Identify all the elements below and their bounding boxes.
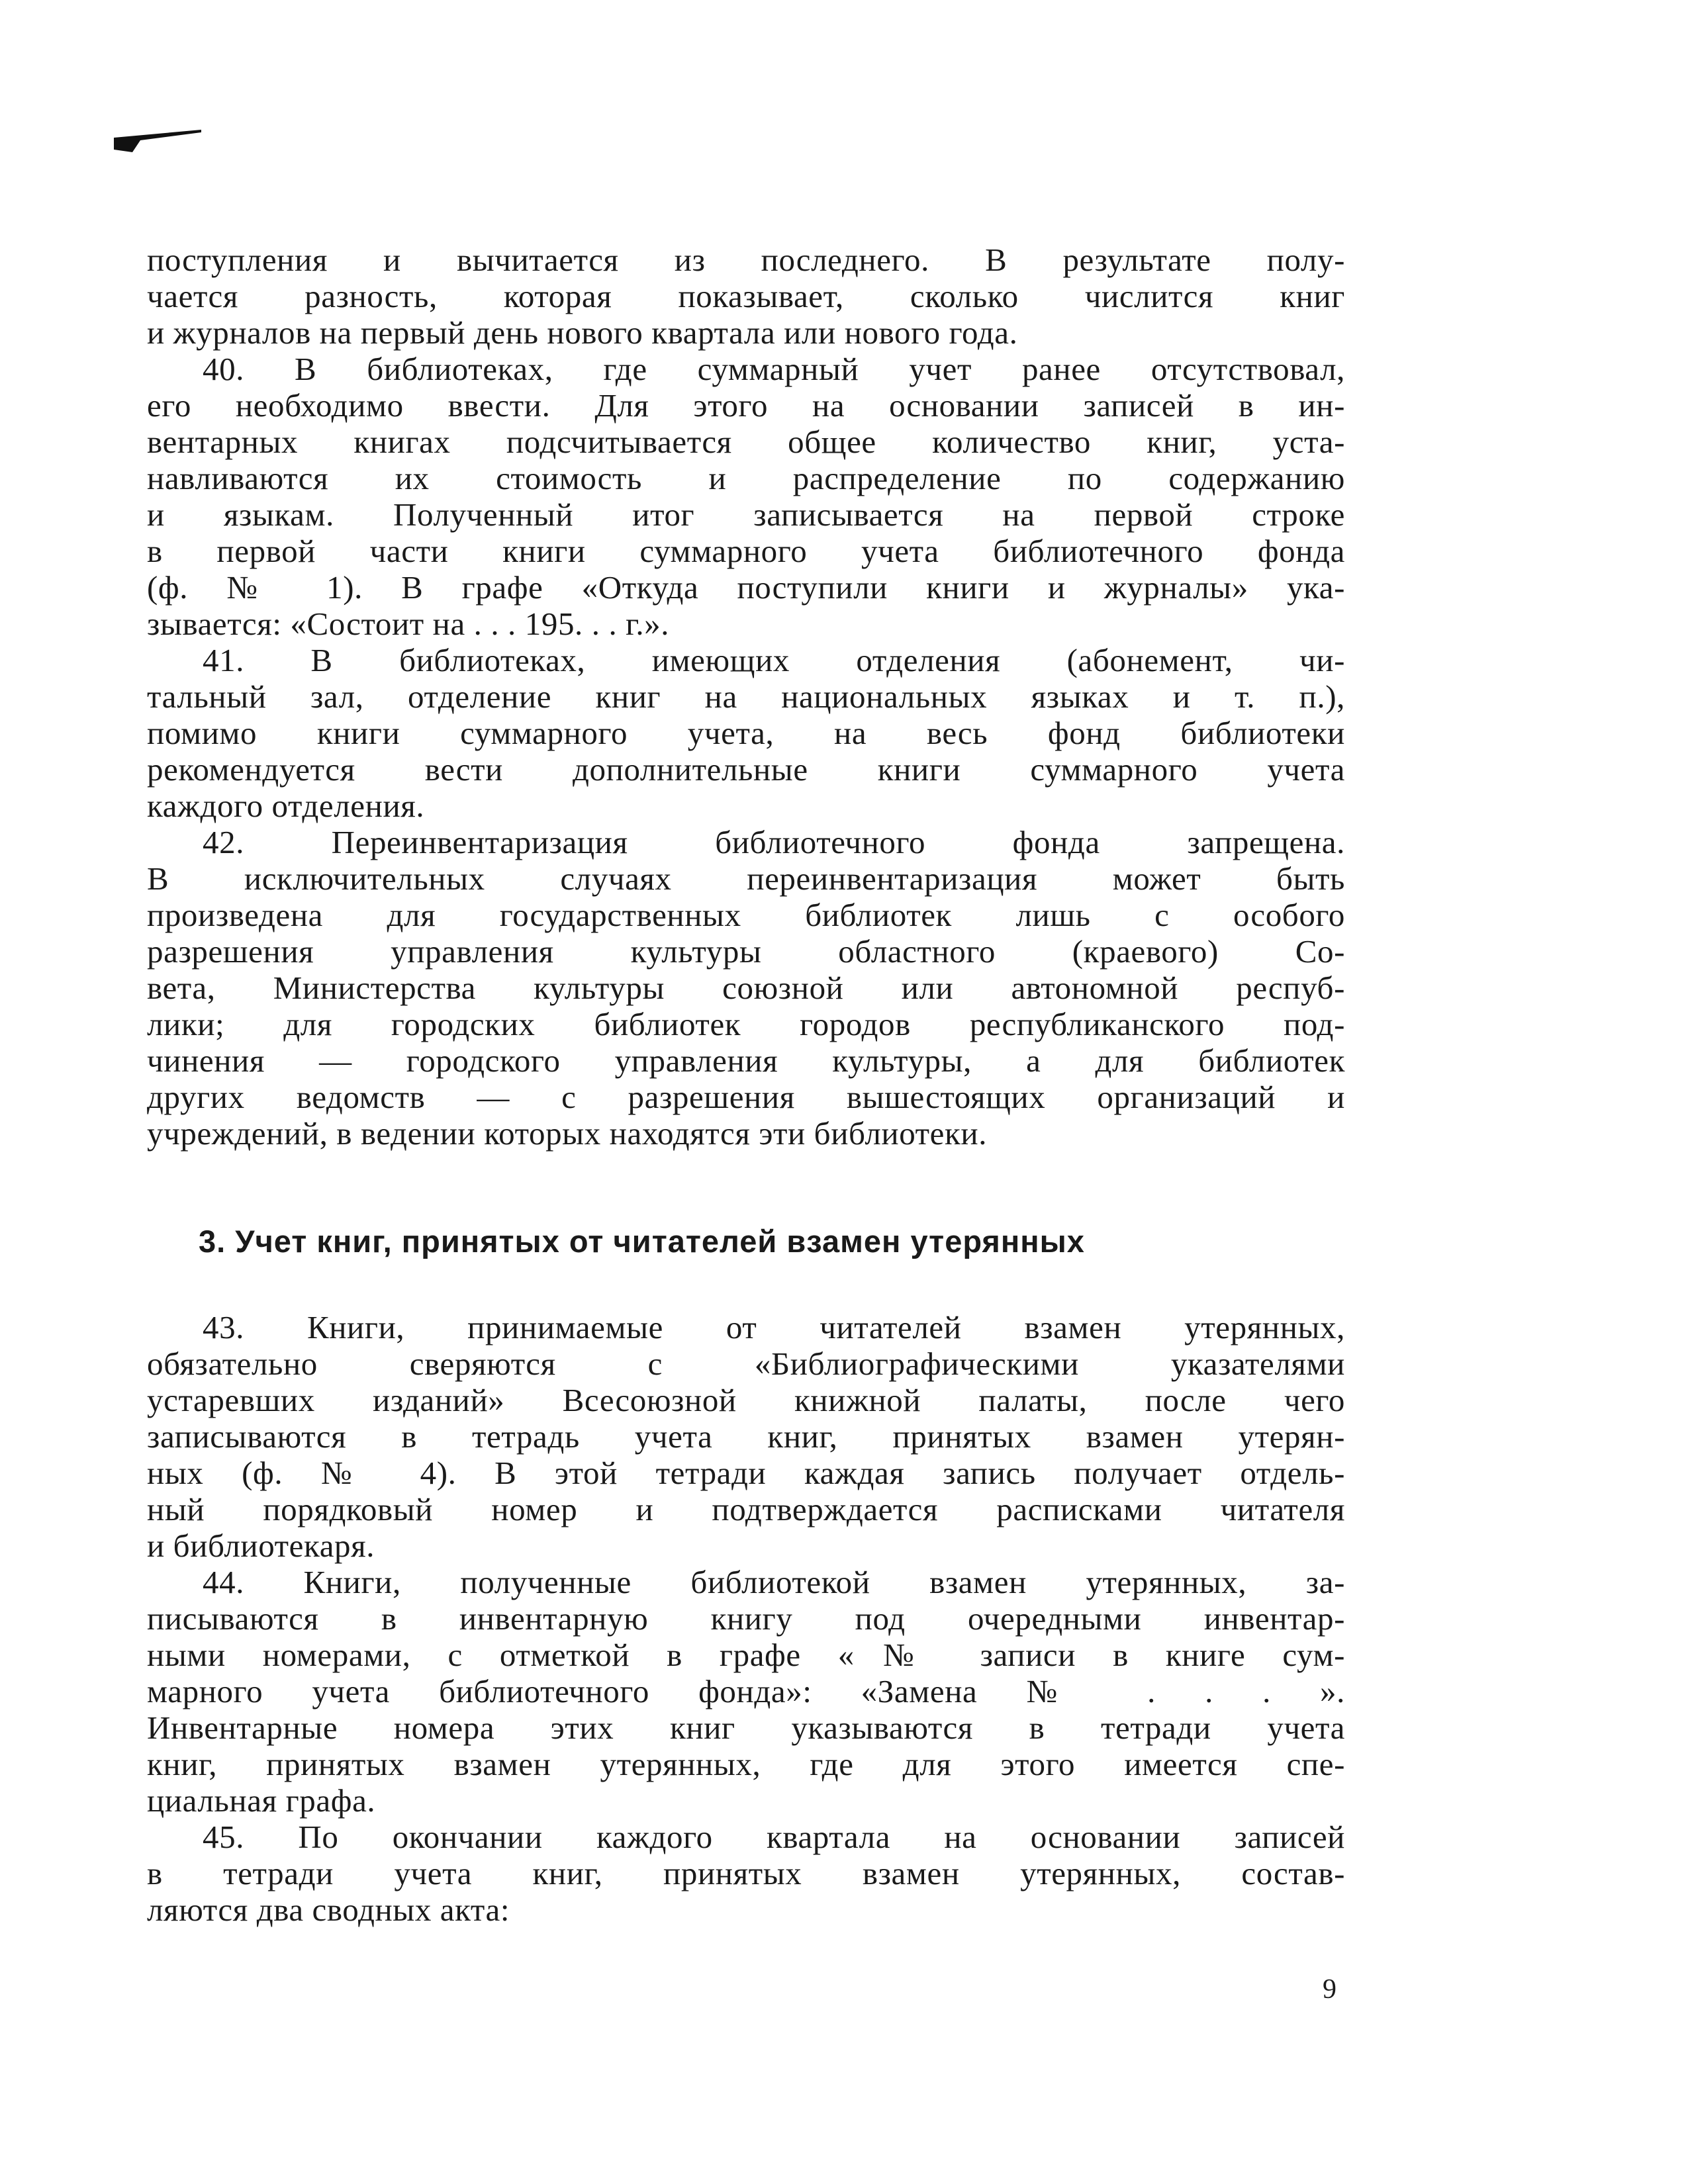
paragraph-45-start: 45. По окончании каждого квартала на основании записей xyxy=(203,1819,1345,1855)
text-line: циальная графа. xyxy=(147,1782,376,1819)
text-line: В исключительных случаях переинвентаризация может быть xyxy=(147,860,1345,897)
text-line: разрешения управления культуры областного (краевого) Со- xyxy=(147,933,1345,970)
text-line: вета, Министерства культуры союзной или автономной респуб- xyxy=(147,970,1345,1006)
text-line: в первой части книги суммарного учета библиотечного фонда xyxy=(147,533,1345,569)
text-line: чинения — городского управления культуры, а для библиотек xyxy=(147,1042,1345,1079)
text-line: книг, принятых взамен утерянных, где для этого имеется спе- xyxy=(147,1746,1345,1782)
text-line: записываются в тетрадь учета книг, принятых взамен утерян- xyxy=(147,1418,1345,1455)
paragraph-40-start: 40. В библиотеках, где суммарный учет ранее отсутствовал, xyxy=(203,351,1345,387)
text-line: и библиотекаря. xyxy=(147,1527,375,1564)
text-line: его необходимо ввести. Для этого на основании записей в ин- xyxy=(147,387,1345,424)
text-line: и журналов на первый день нового квартала или нового года. xyxy=(147,314,1018,351)
text-line: и языкам. Полученный итог записывается на первой строке xyxy=(147,496,1345,533)
paragraph-44-start: 44. Книги, полученные библиотекой взамен утерянных, за- xyxy=(203,1564,1345,1600)
text-line: навливаются их стоимость и распределение по содержанию xyxy=(147,460,1345,496)
section-heading: 3. Учет книг, принятых от читателей взамен утерянных xyxy=(199,1224,1085,1259)
text-line: ный порядковый номер и подтверждается расписками читателя xyxy=(147,1491,1345,1527)
text-line: помимо книги суммарного учета, на весь фонд библиотеки xyxy=(147,715,1345,751)
text-line: учреждений, в ведении которых находятся эти библиотеки. xyxy=(147,1115,988,1152)
text-line: чается разность, которая показывает, сколько числится книг xyxy=(147,278,1345,314)
text-line: вентарных книгах подсчитывается общее количество книг, уста- xyxy=(147,424,1345,460)
page-number: 9 xyxy=(1323,1974,1336,2005)
text-line: марного учета библиотечного фонда»: «Замена № . . . ». xyxy=(147,1673,1345,1709)
paragraph-41-start: 41. В библиотеках, имеющих отделения (абонемент, чи- xyxy=(203,642,1345,678)
text-line: ных (ф. № 4). В этой тетради каждая запись получает отдель- xyxy=(147,1455,1345,1491)
text-line: поступления и вычитается из последнего. В результате полу- xyxy=(147,242,1345,278)
scan-artifact-mark xyxy=(114,130,201,152)
text-line: ными номерами, с отметкой в графе «№ записи в книге сум- xyxy=(147,1637,1345,1673)
text-block-upper xyxy=(147,242,1345,1152)
text-line: других ведомств — с разрешения вышестоящих организаций и xyxy=(147,1079,1345,1115)
text-line: зывается: «Состоит на . . . 195. . . г.». xyxy=(147,606,670,642)
paragraph-42-start: 42. Переинвентаризация библиотечного фонда запрещена. xyxy=(203,824,1345,860)
text-line: Инвентарные номера этих книг указываются в тетради учета xyxy=(147,1709,1345,1746)
text-line: устаревших изданий» Всесоюзной книжной палаты, после чего xyxy=(147,1382,1345,1418)
text-line: рекомендуется вести дополнительные книги суммарного учета xyxy=(147,751,1345,788)
text-block-lower xyxy=(147,1309,1345,1928)
text-line: каждого отделения. xyxy=(147,788,425,824)
text-line: (ф. № 1). В графе «Откуда поступили книги и журналы» ука- xyxy=(147,569,1345,606)
text-line: ляются два сводных акта: xyxy=(147,1891,510,1928)
text-line: лики; для городских библиотек городов республиканского под- xyxy=(147,1006,1345,1042)
text-line: в тетради учета книг, принятых взамен утерянных, состав- xyxy=(147,1855,1345,1891)
paragraph-43-start: 43. Книги, принимаемые от читателей взамен утерянных, xyxy=(203,1309,1345,1345)
text-line: произведена для государственных библиотек лишь с особого xyxy=(147,897,1345,933)
text-line: писываются в инвентарную книгу под очередными инвентар- xyxy=(147,1600,1345,1637)
text-line: обязательно сверяются с «Библиографическими указателями xyxy=(147,1345,1345,1382)
text-line: тальный зал, отделение книг на национальных языках и т. п.), xyxy=(147,678,1345,715)
